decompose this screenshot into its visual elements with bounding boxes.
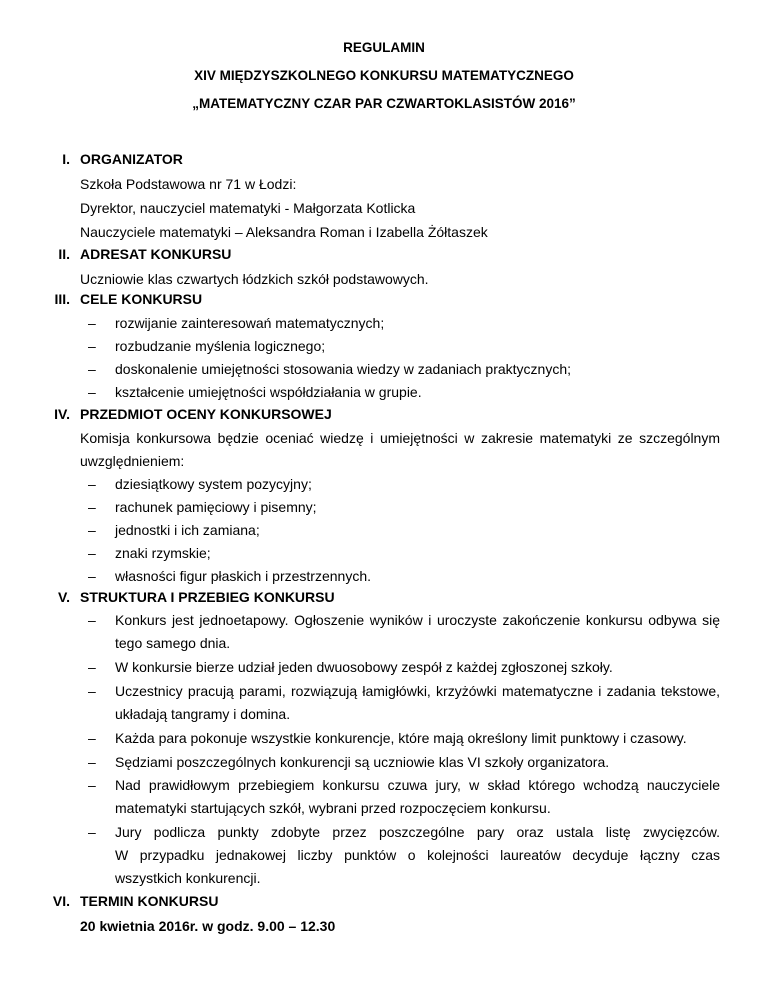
section-title-przedmiot: PRZEDMIOT OCENY KONKURSOWEJ	[80, 406, 332, 422]
list-item-continuation: W przypadku jednakowej liczby punktów o kolejności laureatów decyduje łączny czas	[115, 847, 720, 863]
document-subtitle: XIV MIĘDZYSZKOLNEGO KONKURSU MATEMATYCZNEGO	[194, 68, 574, 83]
bullet-dash: –	[88, 476, 96, 492]
list-item: rozwijanie zainteresowań matematycznych;	[115, 315, 385, 331]
section-number: I.	[62, 151, 70, 167]
section-title-adresat: ADRESAT KONKURSU	[80, 246, 232, 262]
bullet-dash: –	[88, 824, 96, 840]
list-item: własności figur płaskich i przestrzennych.	[115, 568, 371, 584]
bullet-dash: –	[88, 315, 96, 331]
bullet-dash: –	[88, 659, 96, 675]
text-line: Uczniowie klas czwartych łódzkich szkół podstawowych.	[80, 271, 429, 287]
text-line: Szkoła Podstawowa nr 71 w Łodzi:	[80, 176, 297, 192]
bullet-dash: –	[88, 545, 96, 561]
list-item: jednostki i ich zamiana;	[115, 522, 260, 538]
bullet-dash: –	[88, 499, 96, 515]
bullet-dash: –	[88, 730, 96, 746]
list-item: dziesiątkowy system pozycyjny;	[115, 476, 312, 492]
list-item: doskonalenie umiejętności stosowania wiedzy w zadaniach praktycznych;	[115, 361, 572, 377]
list-item: Sędziami poszczególnych konkurencji są uczniowie klas VI szkoły organizatora.	[115, 754, 610, 770]
bullet-dash: –	[88, 777, 96, 793]
list-item: Nad prawidłowym przebiegiem konkursu czuwa jury, w skład którego wchodzą nauczyciele	[115, 777, 720, 793]
bullet-dash: –	[88, 361, 96, 377]
bullet-dash: –	[88, 683, 96, 699]
list-item: Uczestnicy pracują parami, rozwiązują łamigłówki, krzyżówki matematyczne i zadania tekstowe,	[115, 683, 720, 699]
list-item-continuation: matematyki startujących szkół, wybrani przed rozpoczęciem konkursu.	[115, 800, 551, 816]
text-line: uwzględnieniem:	[80, 453, 185, 469]
list-item: znaki rzymskie;	[115, 545, 211, 561]
list-item: rozbudzanie myślenia logicznego;	[115, 338, 326, 354]
section-number: III.	[54, 291, 70, 307]
section-number: VI.	[52, 893, 70, 909]
list-item: Jury podlicza punkty zdobyte przez poszczególne pary oraz ustala listę zwycięzców.	[115, 824, 720, 840]
bullet-dash: –	[88, 522, 96, 538]
section-title-termin: TERMIN KONKURSU	[80, 893, 219, 909]
section-title-struktura: STRUKTURA I PRZEBIEG KONKURSU	[80, 589, 335, 605]
list-item-continuation: układają tangramy i domina.	[115, 706, 291, 722]
bullet-dash: –	[88, 338, 96, 354]
list-item: kształcenie umiejętności współdziałania w grupie.	[115, 384, 422, 400]
section-number: V.	[58, 589, 70, 605]
list-item-continuation: wszystkich konkurencji.	[115, 870, 261, 886]
contest-date: 20 kwietnia 2016r. w godz. 9.00 – 12.30	[80, 918, 336, 934]
bullet-dash: –	[88, 754, 96, 770]
list-item: Każda para pokonuje wszystkie konkurencje, które mają określony limit punktowy i czasowy.	[115, 730, 687, 746]
section-number: IV.	[54, 406, 70, 422]
bullet-dash: –	[88, 568, 96, 584]
list-item-continuation: tego samego dnia.	[115, 635, 231, 651]
list-item: W konkursie bierze udział jeden dwuosobowy zespół z każdej zgłoszonej szkoły.	[115, 659, 613, 675]
text-line: Dyrektor, nauczyciel matematyki - Małgorzata Kotlicka	[80, 200, 416, 216]
section-title-organizator: ORGANIZATOR	[80, 151, 183, 167]
section-number: II.	[58, 246, 70, 262]
list-item: Konkurs jest jednoetapowy. Ogłoszenie wyników i uroczyste zakończenie konkursu odbywa się	[115, 612, 720, 628]
text-line: Nauczyciele matematyki – Aleksandra Roman i Izabella Żółtaszek	[80, 224, 488, 240]
section-title-cele: CELE KONKURSU	[80, 291, 203, 307]
document-subtitle-2: „MATEMATYCZNY CZAR PAR CZWARTOKLASISTÓW 2016”	[192, 96, 576, 111]
bullet-dash: –	[88, 384, 96, 400]
bullet-dash: –	[88, 612, 96, 628]
document-title: REGULAMIN	[343, 40, 425, 55]
list-item: rachunek pamięciowy i pisemny;	[115, 499, 317, 515]
text-line: Komisja konkursowa będzie oceniać wiedzę i umiejętności w zakresie matematyki ze szczególnym	[80, 430, 720, 446]
